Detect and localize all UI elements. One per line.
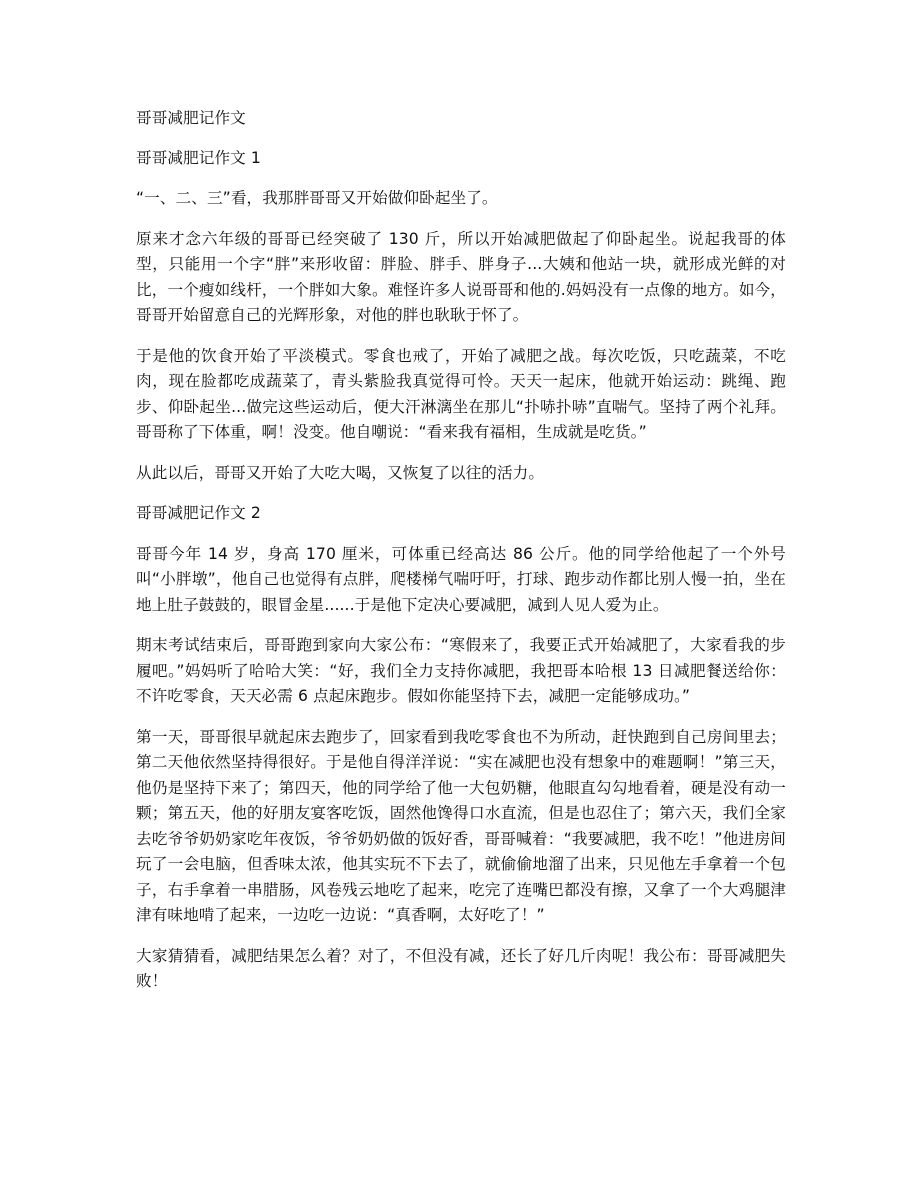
paragraph: 于是他的饮食开始了平淡模式。零食也戒了，开始了减肥之战。每次吃饭，只吃蔬菜，不吃肉，现在脸都吃成蔬菜了，青头紫脸我真觉得可怜。天天一起床，他就开始运动：跳绳、跑步、仰卧起坐...做完这些运动后，便大汗淋漓坐在那儿“扑哧扑哧”直喘气。坚持了两个礼拜。哥哥称了下体重，啊！没变。他自嘲说：“看来我有福相，生成就是吃货。” — [136, 346, 786, 441]
section-heading-1: 哥哥减肥记作文 1 — [136, 148, 261, 167]
paragraph: 原来才念六年级的哥哥已经突破了 130 斤，所以开始减肥做起了仰卧起坐。说起我哥的体型，只能用一个字“胖”来形收留：胖脸、胖手、胖身子...大姨和他站一块，就形成光鲜的对比，一个瘦如线杆，一个胖如大象。难怪许多人说哥哥和他的.妈妈没有一点像的地方。如今，哥哥开始留意自己的光辉形象，对他的胖也耿耿于怀了。 — [136, 229, 786, 324]
paragraph: 第一天，哥哥很早就起床去跑步了，回家看到我吃零食也不为所动，赶快跑到自己房间里去；第二天他依然坚持得很好。于是他自得洋洋说：“实在减肥也没有想象中的难题啊！”第三天，他仍是坚持下来了；第四天，他的同学给了他一大包奶糖，他眼直勾勾地看着，硬是没有动一颗；第五天，他的好朋友宴客吃饭，固然他馋得口水直流，但是也忍住了；第六天，我们全家去吃爷爷奶奶家吃年夜饭，爷爷奶奶做的饭好香，哥哥喊着：“我要减肥，我不吃！”他进房间玩了一会电脑，但香味太浓，他其实玩不下去了，就偷偷地溜了出来，只见他左手拿着一个包子，右手拿着一串腊肠，风卷残云地吃了起来，吃完了连嘴巴都没有擦，又拿了一个大鸡腿津津有味地啃了起来，一边吃一边说：“真香啊，太好吃了！” — [136, 727, 786, 924]
paragraph: 大家猜猜看，减肥结果怎么着？对了，不但没有减，还长了好几斤肉呢！我公布：哥哥减肥失败！ — [136, 946, 786, 990]
paragraph: “一、二、三”看，我那胖哥哥又开始做仰卧起坐了。 — [136, 189, 498, 207]
paragraph: 哥哥今年 14 岁，身高 170 厘米，可体重已经高达 86 公斤。他的同学给他起了一个外号叫“小胖墩”，他自己也觉得有点胖，爬楼梯气喘吁吁，打球、跑步动作都比别人慢一拍，坐在地上肚子鼓鼓的，眼冒金星......于是他下定决心要减肥，减到人见人爱为止。 — [136, 544, 786, 614]
paragraph: 从此以后，哥哥又开始了大吃大喝，又恢复了以往的活力。 — [136, 463, 545, 482]
document-title: 哥哥减肥记作文 — [136, 109, 246, 127]
document-body — [136, 106, 786, 1010]
paragraph: 期末考试结束后，哥哥跑到家向大家公布：“寒假来了，我要正式开始减肥了，大家看我的步履吧。”妈妈听了哈哈大笑：“好，我们全力支持你减肥，我把哥本哈根 13 日减肥餐送给你：不许吃零食，天天必需 6 点起床跑步。假如你能坚持下去，减肥一定能够成功。” — [136, 636, 786, 705]
section-heading-2: 哥哥减肥记作文 2 — [136, 504, 261, 522]
